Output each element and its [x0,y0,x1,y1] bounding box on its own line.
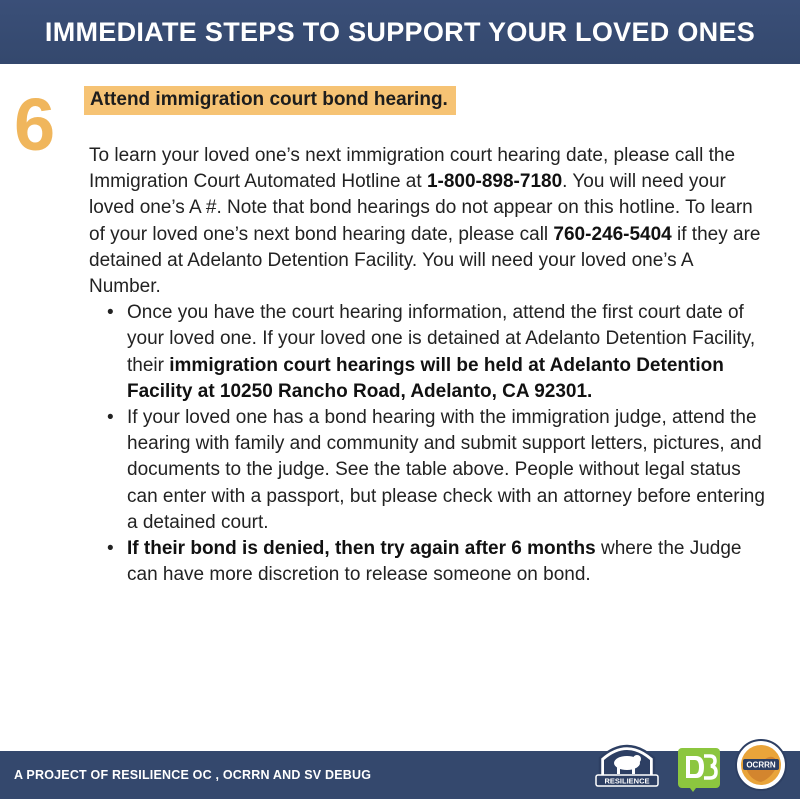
bullet-3-bold: If their bond is denied, then try again after 6 months [127,538,596,560]
bullet-1-text: Once you have the court hearing information, attend the first court date of your loved one. If your loved one is detained at Adelanto Detention Facility, their [127,302,756,376]
bullet-dot: • [107,538,114,560]
resilience-logo-text: RESILIENCE [604,776,650,786]
intro-text-1: To learn your loved one’s next immigration court hearing date, please call the Immigration Court Automated Hotline at [89,145,736,193]
step-title: Attend immigration court bond hearing. [84,86,456,115]
ocrrn-logo-icon [734,738,788,792]
bond-hearing-phone: 760-246-5404 [553,223,672,245]
intro-text-2: . You will need your loved one’s A #. Note that bond hearings do not appear on this hotline. To learn of your loved one’s next bond hearing date, please call [89,171,753,245]
header-banner [0,0,800,64]
list-item [107,300,769,405]
resilience-oc-logo-icon [592,738,662,790]
list-item [107,536,769,588]
bullet-3-text: where the Judge can have more discretion to release someone on bond. [127,538,742,586]
footer-text: A PROJECT OF RESILIENCE OC , OCRRN AND SV DEBUG [14,768,372,782]
sv-debug-logo-icon [676,746,722,792]
intro-paragraph [89,143,769,300]
bullet-1-bold: immigration court hearings will be held at Adelanto Detention Facility at 10250 Rancho Road, Adelanto, CA 92301. [127,354,724,402]
list-item [107,405,769,536]
intro-text-3: if they are detained at Adelanto Detention Facility. You will need your loved one’s A Number. [89,223,761,298]
bullet-2-text: If your loved one has a bond hearing with the immigration judge, attend the hearing with family and community and submit support letters, pictures, and documents to the judge. See the table above. People without legal status can enter with a passport, but please check with an attorney before entering a detained court. [127,407,765,533]
hotline-number: 1-800-898-7180 [426,171,563,193]
step-content [89,143,769,588]
ocrrn-logo-text: OCRRN [746,760,776,770]
bullet-dot: • [107,302,114,324]
bullet-dot: • [107,407,114,429]
page-title: IMMEDIATE STEPS TO SUPPORT YOUR LOVED ONES [44,16,756,47]
step-number: 6 [14,83,56,166]
bullet-list [89,300,769,588]
